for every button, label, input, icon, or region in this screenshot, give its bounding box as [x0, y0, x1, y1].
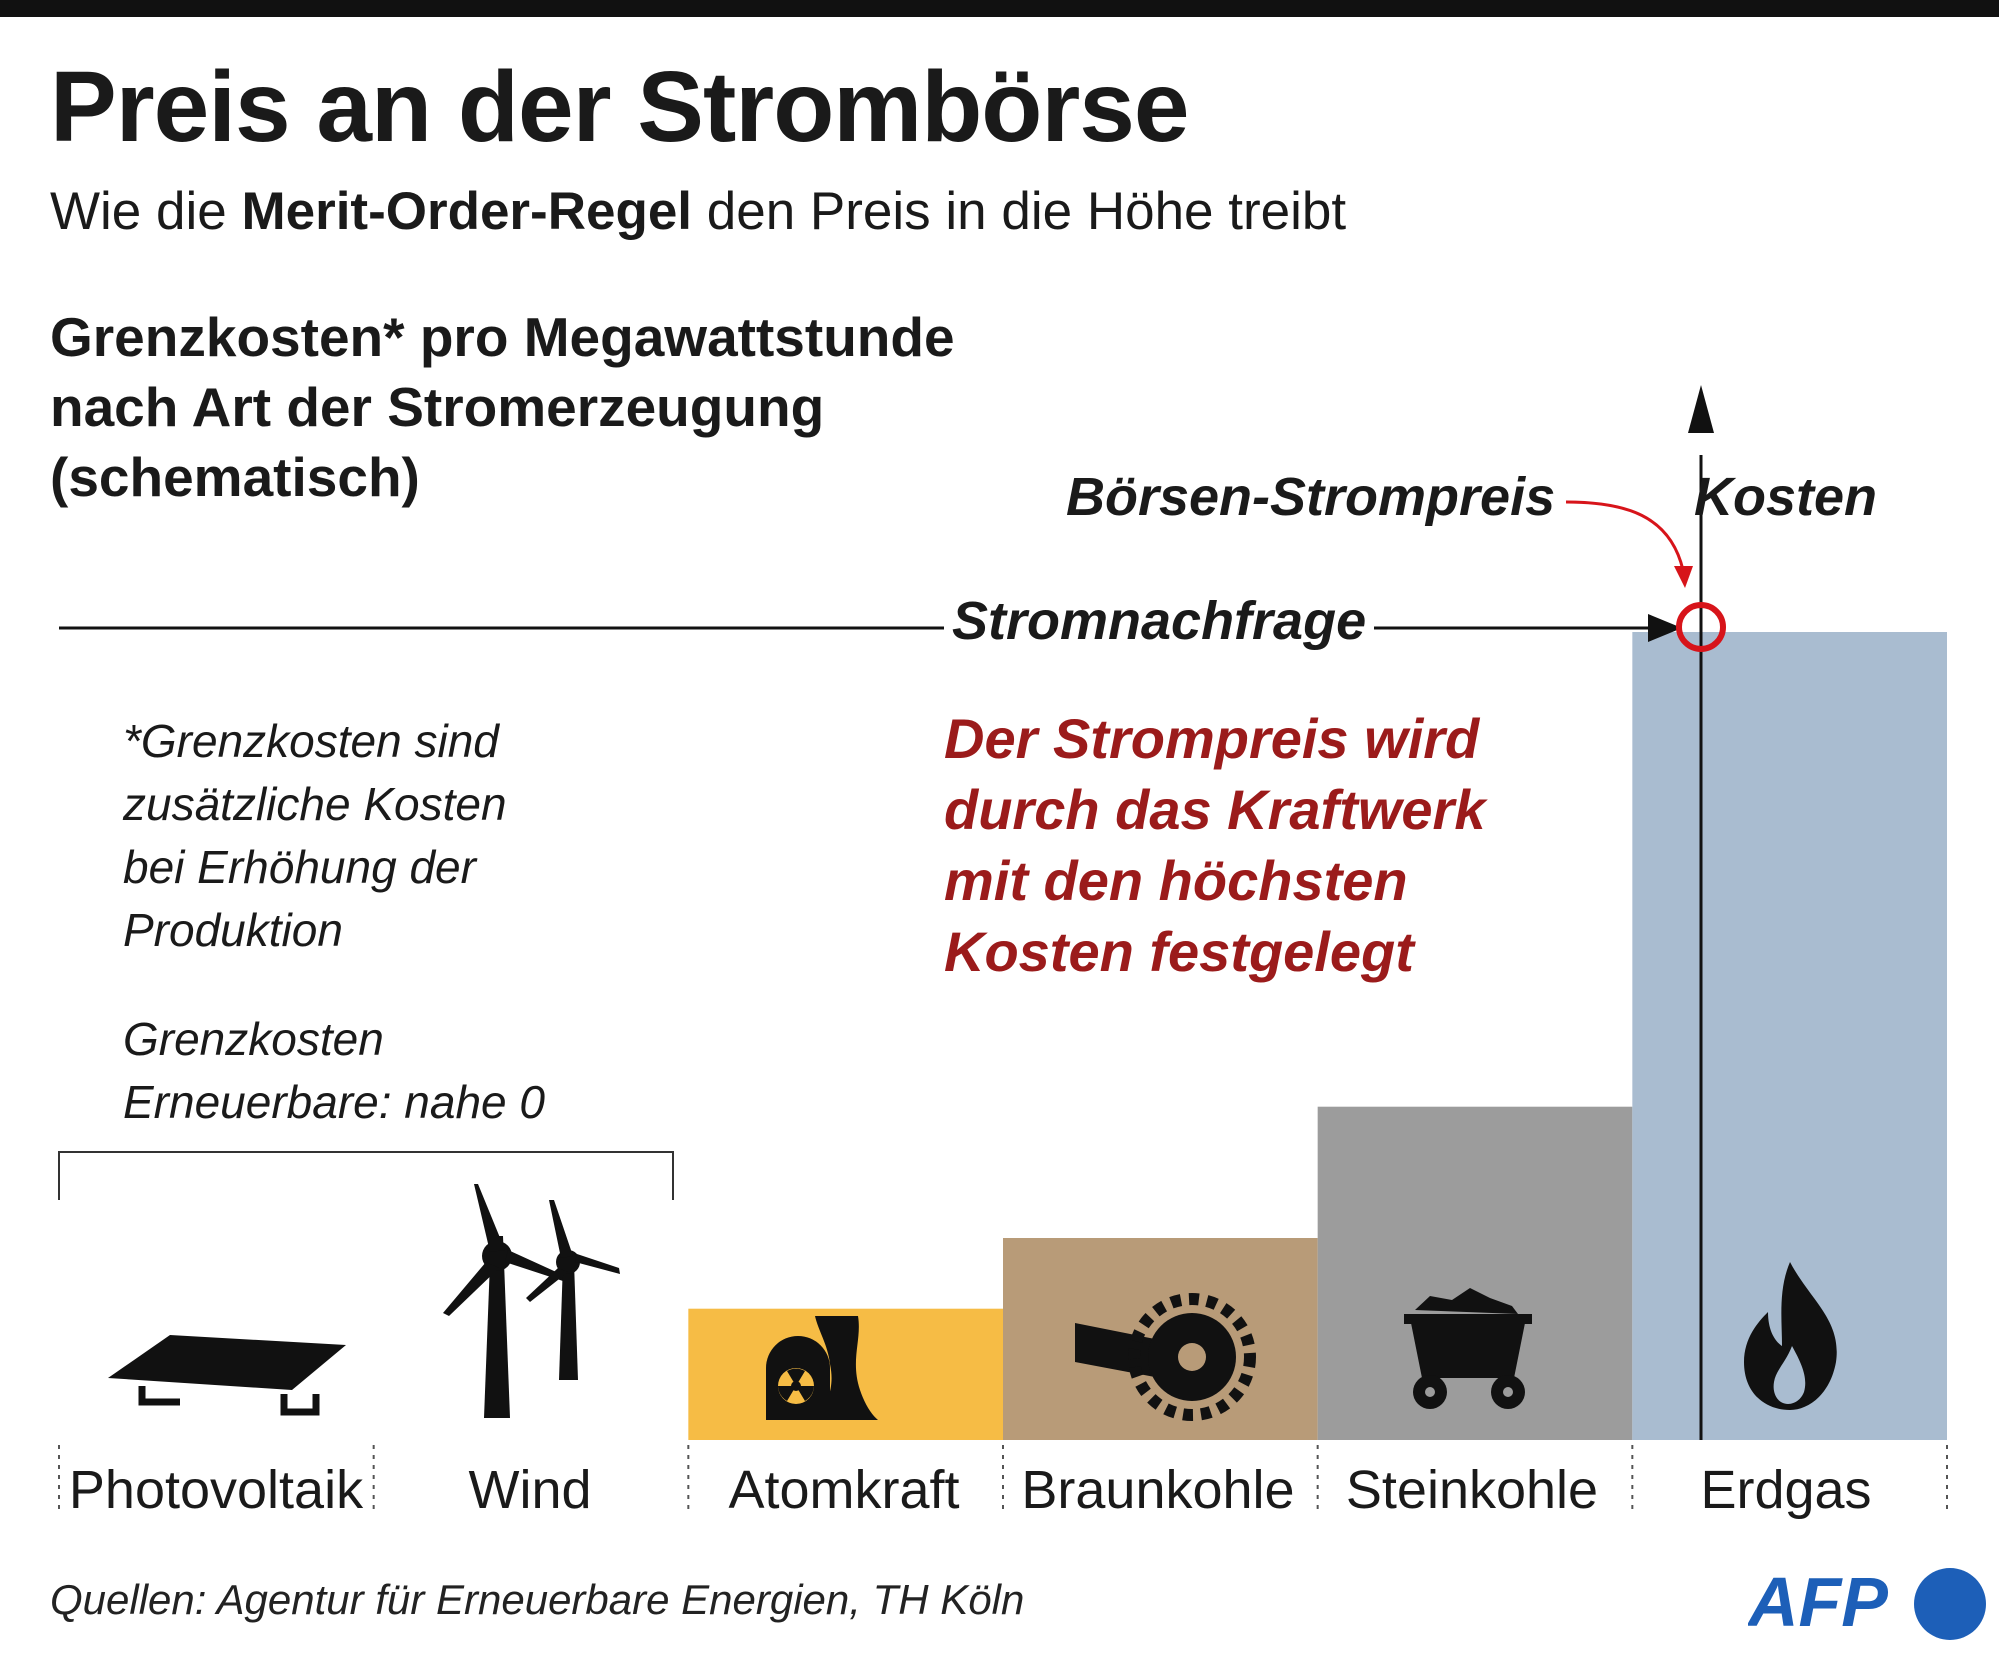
heading-line: (schematisch) [50, 446, 420, 508]
annotation-line: Der Strompreis wird [944, 707, 1480, 770]
chart-title: Preis an der Strombörse [50, 51, 1189, 163]
renewables-note [123, 1008, 545, 1134]
category-label-photovoltaik: Photovoltaik [68, 1460, 364, 1520]
footnote [123, 710, 507, 962]
merit-order-annotation [944, 703, 1486, 987]
renewables-bracket [59, 1152, 673, 1200]
heading-line: nach Art der Stromerzeugung [50, 376, 825, 438]
footnote-line: *Grenzkosten sind [123, 715, 499, 767]
category-label-steinkohle: Steinkohle [1345, 1460, 1599, 1520]
bar-steinkohle [1318, 1107, 1633, 1440]
subtitle-post: den Preis in die Höhe treibt [692, 182, 1347, 241]
wind-turbine-icon [443, 1184, 620, 1418]
price-label: Börsen-Strompreis [1066, 467, 1556, 527]
category-label-erdgas: Erdgas [1700, 1460, 1872, 1520]
y-axis-label: Kosten [1694, 467, 1878, 527]
subtitle-bold: Merit-Order-Regel [241, 182, 693, 241]
afp-logo-dot [1914, 1568, 1986, 1640]
heading-line: Grenzkosten* pro Megawattstunde [50, 306, 955, 368]
price-pointer-arrowhead [1674, 566, 1693, 588]
source-note: Quellen: Agentur für Erneuerbare Energien, TH Köln [50, 1576, 1025, 1623]
annotation-line: mit den höchsten [944, 849, 1408, 912]
subtitle-pre: Wie die [50, 182, 242, 241]
annotation-line: Kosten festgelegt [944, 920, 1414, 983]
category-label-wind: Wind [468, 1460, 592, 1520]
price-pointer [1566, 502, 1683, 570]
solar-panel-icon [108, 1335, 346, 1412]
afp-logo-text: AFP [1748, 1563, 1888, 1640]
annotation-line: durch das Kraftwerk [944, 778, 1486, 841]
afp-logo [1748, 1560, 1988, 1640]
category-label-atomkraft: Atomkraft [728, 1460, 960, 1520]
footnote-line: bei Erhöhung der [123, 841, 476, 893]
renewables-note-line: Erneuerbare: nahe 0 [123, 1076, 545, 1128]
cost-axis-arrowhead [1688, 385, 1714, 433]
demand-label: Stromnachfrage [944, 588, 1374, 654]
category-label-braunkohle: Braunkohle [1021, 1460, 1295, 1520]
footnote-line: zusätzliche Kosten [123, 778, 507, 830]
renewables-note-line: Grenzkosten [123, 1013, 384, 1065]
footnote-line: Produktion [123, 904, 343, 956]
